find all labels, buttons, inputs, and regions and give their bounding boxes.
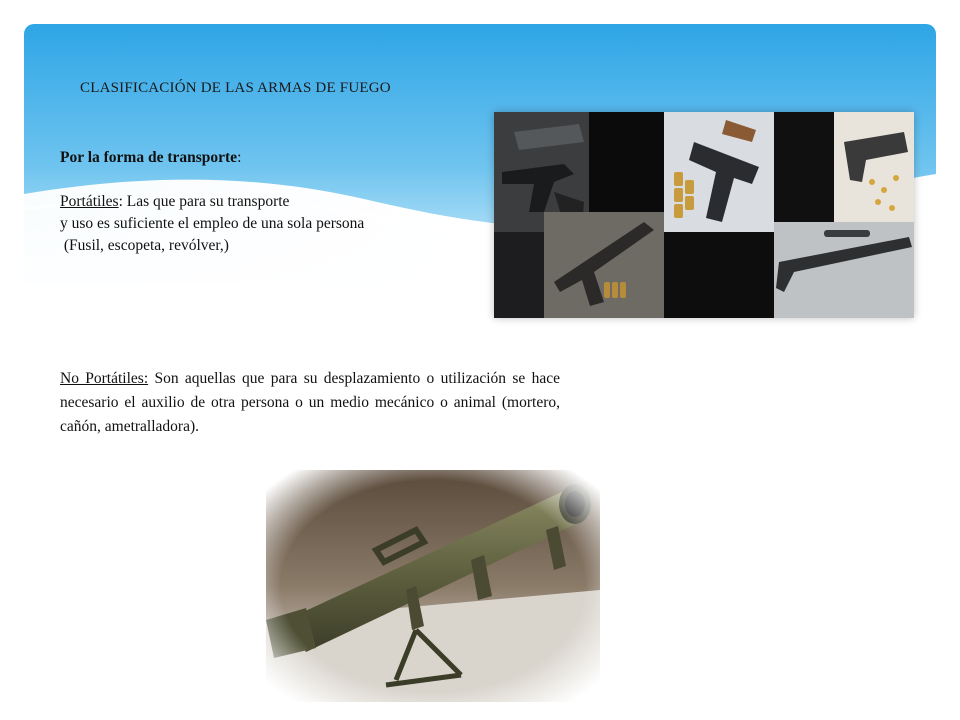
slide-title: CLASIFICACIÓN DE LAS ARMAS DE FUEGO: [80, 80, 391, 96]
portatiles-term: Portátiles: [60, 193, 119, 210]
transport-heading-label: Por la forma de transporte: [60, 149, 238, 166]
portatiles-line-1: [60, 191, 460, 213]
no-portatiles-text: Son aquellas que para su desplazamiento o utilización se hace necesario el auxilio de otra persona o un medio mecánico o animal (mortero, cañón, ametralladora).: [60, 370, 560, 435]
no-portatiles-paragraph: [60, 367, 560, 439]
transport-heading: [60, 147, 241, 169]
portatiles-line-2: y uso es suficiente el empleo de una sola persona: [60, 215, 365, 232]
portatiles-line-3: (Fusil, escopeta, revólver,): [60, 237, 229, 254]
portatiles-line-1-rest: : Las que para su transporte: [118, 193, 290, 210]
firearms-collage-image: [494, 112, 914, 318]
no-portatiles-term: No Portátiles:: [60, 370, 149, 387]
transport-heading-colon: :: [237, 149, 242, 166]
portatiles-paragraph: [60, 191, 460, 257]
launcher-image: [266, 470, 600, 702]
